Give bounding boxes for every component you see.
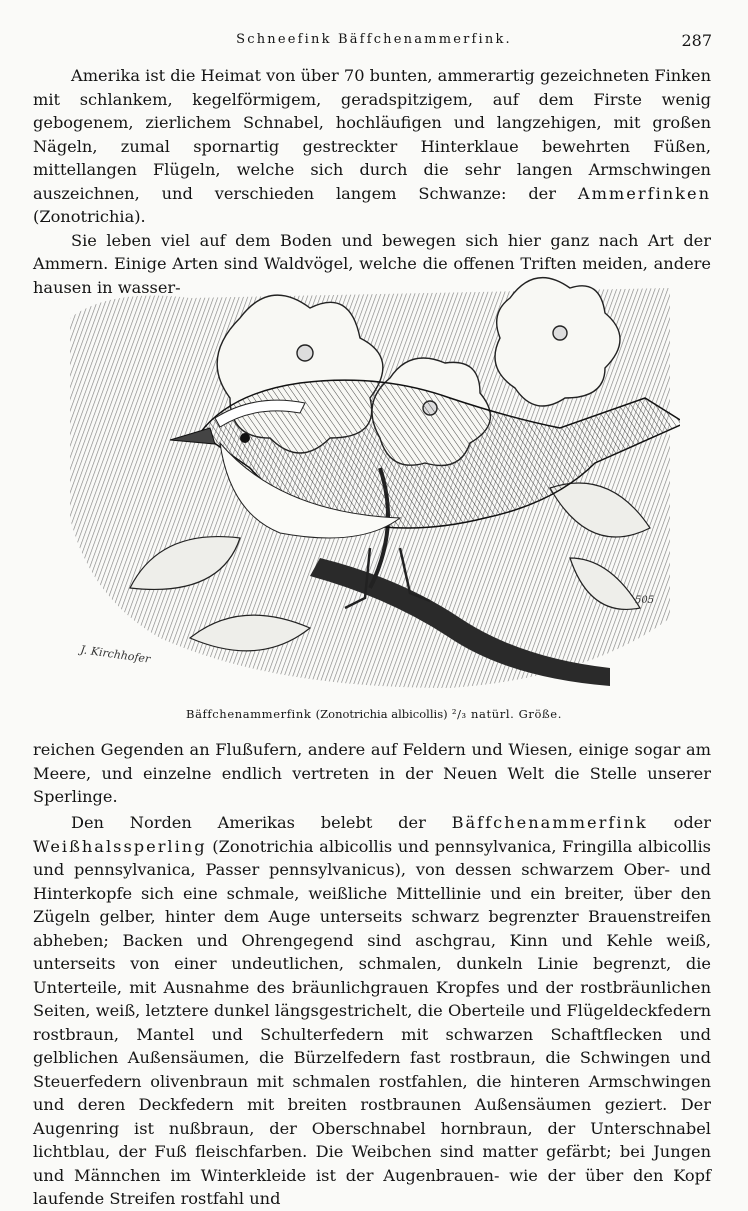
intro-text: Amerika ist die Heimat von über 70 bunten, ammerartig gezeichneten Finken mit schlankem, kegelförmigem, geradspitzigem, auf dem Firste wenig gebogenem, zierlichem Schnabel, hochläufigen und langzehigen, mit großen Nägeln, zumal spornartig gestreckter Hinterklaue bewehrten Füßen, mittellangen Flügeln, welche sich durch die sehr langen Armschwingen auszeichnen, und verschieden langem Schwanze: der <box>33 66 711 203</box>
caption-latin: (Zonotrichia albicollis) <box>315 707 448 721</box>
bird-illustration <box>70 258 680 698</box>
page-number: 287 <box>681 31 712 50</box>
plate-number: 505 <box>635 595 655 606</box>
caption-size: ²/₃ natürl. Größe. <box>451 707 562 721</box>
eye <box>240 433 250 443</box>
species-text-or: oder <box>647 813 711 832</box>
running-head: Schneefink Bäffchenammerfink. <box>236 32 512 47</box>
intro-text-genus: (Zonotrichia). <box>33 207 146 226</box>
term-ammerfinken: Ammerfinken <box>577 183 711 203</box>
species-text-body: (Zonotrichia albicollis und pennsylvanica, Fringilla albicollis und pennsylvanica, Passer pennsylvanicus), von dessen schwarzem Ober- und Hinterkopfe sich eine schmale, weißliche Mittellinie und ein breiter, über den Zügeln gelber, hinter dem Auge unterseits schwarz begrenzter Brauenstreifen abheben; Backen und Ohrengegend sind aschgrau, Kinn und Kehle weiß, unterseits von einer undeutlichen, schmalen, dunkeln Linie begrenzt, die Unterteile, mit Ausnahme des bräunlichgrauen Kropfes und der rostbräunlichen Seiten, weiß, letztere dunkel längsgestrichelt, die Oberteile und Flügeldeckfedern rostbraun, Mantel und Schulterfedern mit schwarzen Schaftflecken und gelblichen Außensäumen, die Bürzelfedern fast rostbraun, die Schwingen und Steuerfedern olivenbraun mit schmalen rostfahlen, die hinteren Armschwingen und deren Deckfedern mit breiten rostbraunen Außensäumen geziert. Der Augenring ist nußbraun, der Oberschnabel hornbraun, der Unterschnabel lichtblau, der Fuß fleischfarben. Die Weibchen sind matter gefärbt; bei Jungen und Männchen im Winterkleide ist der Augenbrauen- wie der über den Kopf laufende Streifen rostfahl und <box>33 836 711 1208</box>
engraving-white-throated-sparrow <box>70 258 680 698</box>
caption-name: Bäffchenammerfink <box>186 707 312 721</box>
term-weisshalssperling: Weißhalssperling <box>33 836 207 856</box>
continuation-paragraph: reichen Gegenden an Flußufern, andere auf Feldern und Wiesen, einige sogar am Meere, und einzelne endlich vertreten in der Neuen Welt die Stelle unserer Sperlinge. <box>33 740 711 806</box>
species-description-paragraph <box>33 811 711 1211</box>
figure-caption <box>0 707 748 721</box>
term-baeffchenammerfink: Bäffchenammerfink <box>451 813 648 832</box>
engraver-signature: J. Kirchhofer <box>79 643 152 666</box>
intro-text-habits: Sie leben viel auf dem Boden und bewegen sich hier ganz nach Art der Ammern. Einige Arten sind Waldvögel, welche die offenen Triften meiden, andere hausen in wasser- <box>33 230 711 297</box>
species-text-intro: Den Norden Amerikas belebt der <box>71 813 452 832</box>
